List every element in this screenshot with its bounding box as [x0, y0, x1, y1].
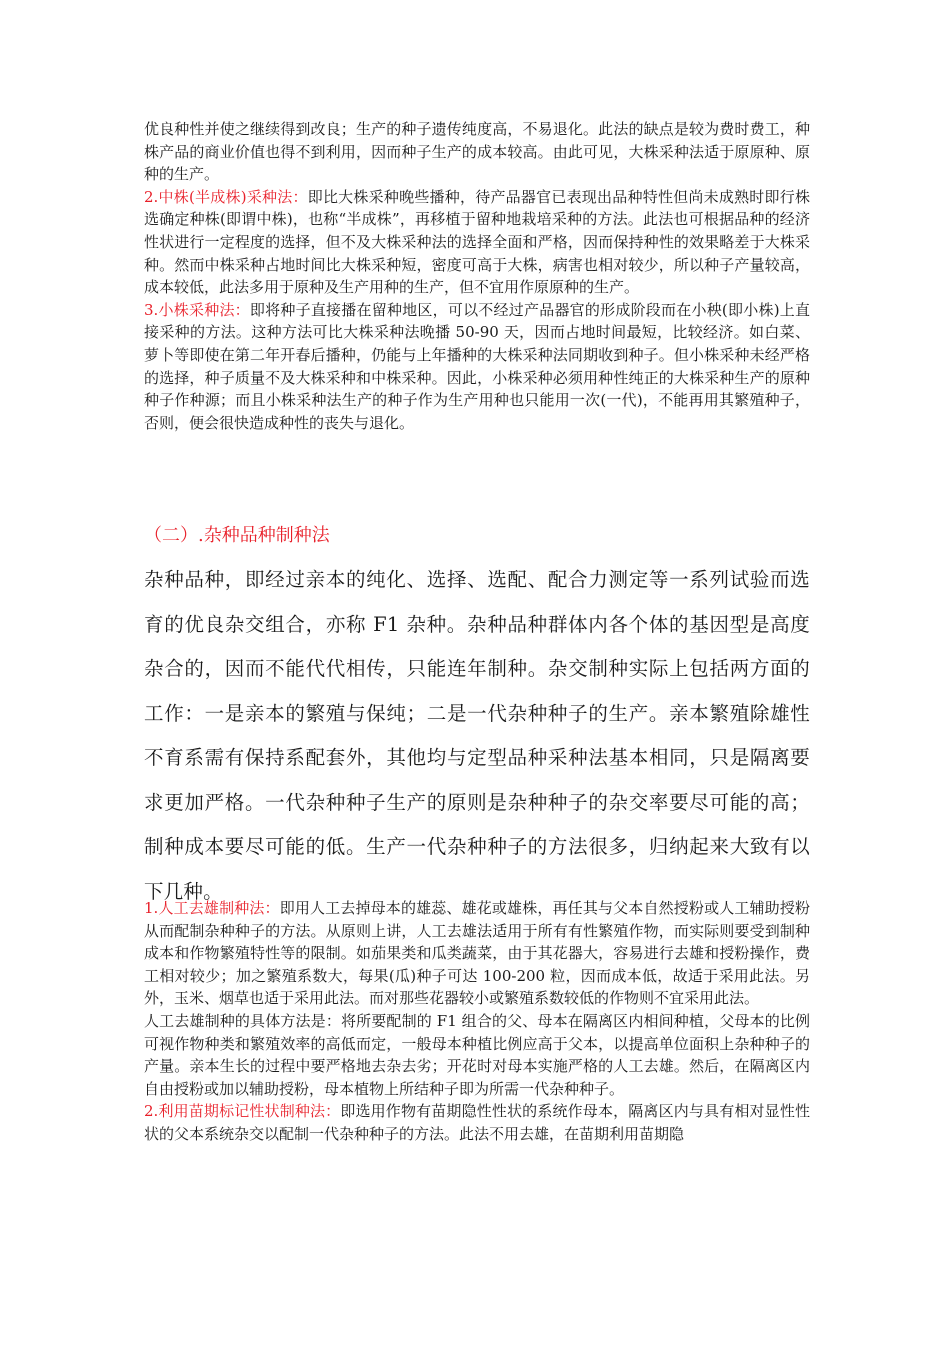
method-body: 即比大株采种晚些播种，待产品器官已表现出品种特性但尚未成熟时即行株选确定种株(即谓中株)，也称“半成株”，再移植于留种地栽培采种的方法。此法也可根据品种的经济性状进行一定程度的选择，但不及大株采种法的选择全面和严格，因而保持种性的效果略差于大株采种。然而中株采种占地时间比大株采种短，密度可高于大株，病害也相对较少，所以种子产量较高，成本较低，此法多用于原种及生产用种的生产，但不宜用作原原种的生产。	[144, 187, 810, 297]
paragraph-medium-plant-method	[144, 186, 810, 299]
method-body: 即用人工去掉母本的雄蕊、雄花或雄株，再任其与父本自然授粉或人工辅助授粉从而配制杂种种子的方法。从原则上讲，人工去雄法适用于所有有性繁殖作物，而实际则要受到制种成本和作物繁殖特性等的限制。如茄果类和瓜类蔬菜，由于其花器大，容易进行去雄和授粉操作，费工相对较少；加之繁殖系数大，每果(瓜)种子可达 100-200 粒，因而成本低，故适于采用此法。另外，玉米、烟草也适于采用此法。而对那些花器较小或繁殖系数较低的作物则不宜采用此法。	[144, 899, 810, 1008]
section-heading: （二）.杂种品种制种法	[144, 525, 330, 546]
paragraph-seedling-marker-method	[144, 1100, 810, 1145]
method-title: 2.中株(半成株)采种法：	[144, 187, 308, 206]
intro-paragraph: 杂种品种，即经过亲本的纯化、选择、选配、配合力测定等一系列试验而选育的优良杂交组合，亦称 F1 杂种。杂种品种群体内各个体的基因型是高度杂合的，因而不能代代相传，只能连年制种。杂交制种实际上包括两方面的工作：一是亲本的繁殖与保纯；二是一代杂种种子的生产。亲本繁殖除雄性不育系需有保持系配套外，其他均与定型品种采种法基本相同，只是隔离要求更加严格。一代杂种种子生产的原则是杂种种子的杂交率要尽可能的高；制种成本要尽可能的低。生产一代杂种种子的方法很多，归纳起来大致有以下几种。	[144, 568, 810, 903]
method-body: 即将种子直接播在留种地区，可以不经过产品器官的形成阶段而在小秧(即小株)上直接采种的方法。这种方法可比大株采种法晚播 50-90 天，因而占地时间最短，比较经济。如白菜、萝卜等即使在第二年开春后播种，仍能与上年播种的大株采种法同期收到种子。但小株采种未经严格的选择，种子质量不及大株采种和中株采种。因此，小株采种必须用种性纯正的大株采种生产的原种种子作种源；而且小株采种法生产的种子作为生产用种也只能用一次(一代)，不能再用其繁殖种子，否则，便会很快造成种性的丧失与退化。	[144, 300, 810, 432]
paragraph-manual-emasculation-method	[144, 897, 810, 1010]
paragraph-text: 优良种性并使之继续得到改良；生产的种子遗传纯度高，不易退化。此法的缺点是较为费时费工，种株产品的商业价值也得不到利用，因而种子生产的成本较高。由此可见，大株采种法适于原原种、原种的生产。	[144, 120, 810, 184]
method-title: 3.小株采种法：	[144, 300, 250, 319]
section2-intro	[144, 558, 810, 914]
section2-methods	[144, 897, 810, 1146]
section1-text	[144, 118, 810, 434]
method-body: 即选用作物有苗期隐性性状的系统作母本，隔离区内与具有相对显性性状的父本系统杂交以配制一代杂种种子的方法。此法不用去雄，在苗期利用苗期隐	[144, 1102, 810, 1143]
method-title: 1.人工去雄制种法：	[144, 899, 280, 917]
paragraph-manual-emasculation-detail: 人工去雄制种的具体方法是：将所要配制的 F1 组合的父、母本在隔离区内相间种植，父母本的比例可视作物种类和繁殖效率的高低而定，一般母本种植比例应高于父本，以提高单位面积上杂种种子的产量。亲本生长的过程中要严格地去杂去劣；开花时对母本实施严格的人工去雄。然后，在隔离区内自由授粉或加以辅助授粉，母本植物上所结种子即为所需一代杂种种子。	[144, 1011, 810, 1098]
paragraph-large-plant-continued	[144, 118, 810, 186]
method-title: 2.利用苗期标记性状制种法：	[144, 1102, 341, 1121]
paragraph-small-plant-method	[144, 299, 810, 435]
